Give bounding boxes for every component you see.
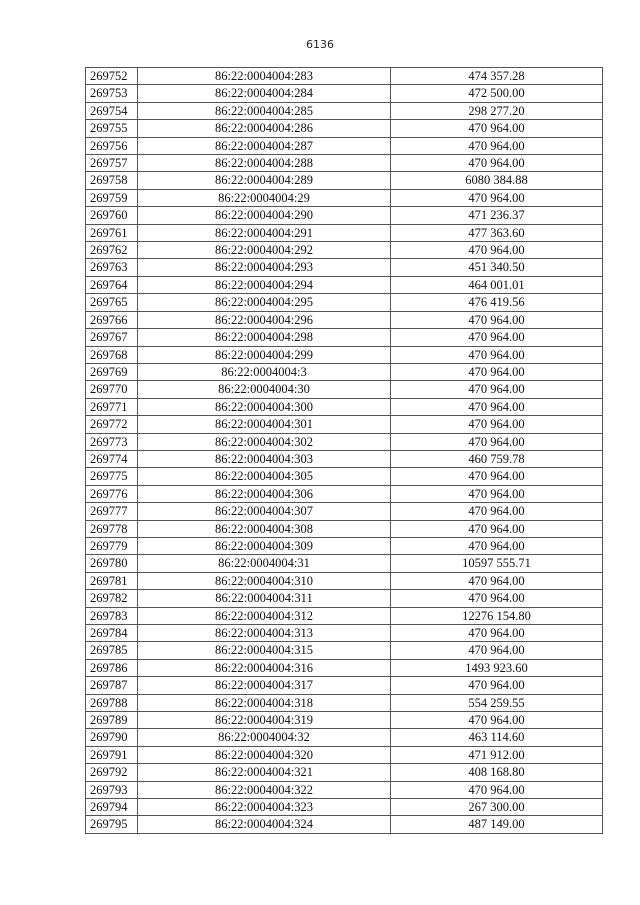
table-row — [86, 294, 603, 311]
table-row — [86, 659, 603, 676]
table-row — [86, 189, 603, 206]
cadastral-number-cell: 86:22:0004004:311 — [138, 590, 391, 607]
table-row — [86, 381, 603, 398]
table-row — [86, 677, 603, 694]
record-number-cell: 269775 — [86, 468, 138, 485]
cadastral-number-cell: 86:22:0004004:32 — [138, 729, 391, 746]
cadastral-number-cell: 86:22:0004004:321 — [138, 764, 391, 781]
record-number-cell: 269782 — [86, 590, 138, 607]
table-row — [86, 259, 603, 276]
record-number-cell: 269769 — [86, 363, 138, 380]
cadastral-number-cell: 86:22:0004004:296 — [138, 311, 391, 328]
table-row — [86, 625, 603, 642]
cadastral-value-cell: 460 759.78 — [391, 450, 603, 467]
cadastral-number-cell: 86:22:0004004:287 — [138, 137, 391, 154]
record-number-cell: 269789 — [86, 712, 138, 729]
table-row — [86, 120, 603, 137]
cadastral-value-cell: 470 964.00 — [391, 485, 603, 502]
record-number-cell: 269761 — [86, 224, 138, 241]
record-number-cell: 269781 — [86, 572, 138, 589]
cadastral-number-cell: 86:22:0004004:306 — [138, 485, 391, 502]
cadastral-value-cell: 12276 154.80 — [391, 607, 603, 624]
cadastral-value-cell: 470 964.00 — [391, 468, 603, 485]
record-number-cell: 269794 — [86, 799, 138, 816]
record-number-cell: 269767 — [86, 329, 138, 346]
table-row — [86, 764, 603, 781]
table-row — [86, 416, 603, 433]
cadastral-number-cell: 86:22:0004004:299 — [138, 346, 391, 363]
cadastral-number-cell: 86:22:0004004:323 — [138, 799, 391, 816]
record-number-cell: 269787 — [86, 677, 138, 694]
record-number-cell: 269766 — [86, 311, 138, 328]
cadastral-number-cell: 86:22:0004004:292 — [138, 242, 391, 259]
table-row — [86, 329, 603, 346]
record-number-cell: 269786 — [86, 659, 138, 676]
page-number: 6136 — [306, 38, 334, 51]
record-number-cell: 269758 — [86, 172, 138, 189]
table-row — [86, 503, 603, 520]
cadastral-value-cell: 471 236.37 — [391, 207, 603, 224]
record-number-cell: 269783 — [86, 607, 138, 624]
cadastral-value-cell: 408 168.80 — [391, 764, 603, 781]
cadastral-number-cell: 86:22:0004004:288 — [138, 155, 391, 172]
cadastral-number-cell: 86:22:0004004:291 — [138, 224, 391, 241]
cadastral-value-cell: 267 300.00 — [391, 799, 603, 816]
cadastral-value-cell: 470 964.00 — [391, 520, 603, 537]
record-number-cell: 269785 — [86, 642, 138, 659]
cadastral-number-cell: 86:22:0004004:317 — [138, 677, 391, 694]
cadastral-value-cell: 470 964.00 — [391, 120, 603, 137]
cadastral-number-cell: 86:22:0004004:322 — [138, 781, 391, 798]
record-number-cell: 269774 — [86, 450, 138, 467]
table-row — [86, 607, 603, 624]
cadastral-number-cell: 86:22:0004004:320 — [138, 746, 391, 763]
record-number-cell: 269784 — [86, 625, 138, 642]
record-number-cell: 269780 — [86, 555, 138, 572]
record-number-cell: 269754 — [86, 102, 138, 119]
cadastral-value-cell: 554 259.55 — [391, 694, 603, 711]
cadastral-value-cell: 470 964.00 — [391, 398, 603, 415]
cadastral-value-cell: 470 964.00 — [391, 346, 603, 363]
cadastral-number-cell: 86:22:0004004:312 — [138, 607, 391, 624]
cadastral-number-cell: 86:22:0004004:302 — [138, 433, 391, 450]
cadastral-value-cell: 470 964.00 — [391, 363, 603, 380]
table-row — [86, 102, 603, 119]
record-number-cell: 269755 — [86, 120, 138, 137]
record-number-cell: 269752 — [86, 68, 138, 85]
table-row — [86, 137, 603, 154]
cadastral-value-cell: 470 964.00 — [391, 677, 603, 694]
record-number-cell: 269765 — [86, 294, 138, 311]
cadastral-number-cell: 86:22:0004004:309 — [138, 537, 391, 554]
table-row — [86, 68, 603, 85]
cadastral-value-cell: 470 964.00 — [391, 433, 603, 450]
record-number-cell: 269791 — [86, 746, 138, 763]
record-number-cell: 269795 — [86, 816, 138, 833]
cadastral-number-cell: 86:22:0004004:316 — [138, 659, 391, 676]
cadastral-number-cell: 86:22:0004004:310 — [138, 572, 391, 589]
cadastral-value-cell: 470 964.00 — [391, 189, 603, 206]
cadastral-value-cell: 6080 384.88 — [391, 172, 603, 189]
record-number-cell: 269764 — [86, 276, 138, 293]
record-number-cell: 269793 — [86, 781, 138, 798]
cadastral-value-cell: 451 340.50 — [391, 259, 603, 276]
table-row — [86, 276, 603, 293]
cadastral-value-cell: 298 277.20 — [391, 102, 603, 119]
cadastral-number-cell: 86:22:0004004:283 — [138, 68, 391, 85]
cadastral-value-cell: 464 001.01 — [391, 276, 603, 293]
cadastral-number-cell: 86:22:0004004:289 — [138, 172, 391, 189]
cadastral-number-cell: 86:22:0004004:284 — [138, 85, 391, 102]
cadastral-value-cell: 487 149.00 — [391, 816, 603, 833]
record-number-cell: 269756 — [86, 137, 138, 154]
record-number-cell: 269757 — [86, 155, 138, 172]
table-row — [86, 242, 603, 259]
table-row — [86, 712, 603, 729]
record-number-cell: 269771 — [86, 398, 138, 415]
cadastral-number-cell: 86:22:0004004:307 — [138, 503, 391, 520]
cadastral-value-cell: 470 964.00 — [391, 137, 603, 154]
record-number-cell: 269790 — [86, 729, 138, 746]
cadastral-number-cell: 86:22:0004004:308 — [138, 520, 391, 537]
table-row — [86, 224, 603, 241]
cadastral-value-cell: 470 964.00 — [391, 242, 603, 259]
cadastral-value-cell: 471 912.00 — [391, 746, 603, 763]
record-number-cell: 269772 — [86, 416, 138, 433]
table-row — [86, 398, 603, 415]
table-row — [86, 642, 603, 659]
record-number-cell: 269768 — [86, 346, 138, 363]
cadastral-number-cell: 86:22:0004004:298 — [138, 329, 391, 346]
cadastral-value-cell: 470 964.00 — [391, 642, 603, 659]
cadastral-value-cell: 470 964.00 — [391, 155, 603, 172]
record-number-cell: 269760 — [86, 207, 138, 224]
cadastral-number-cell: 86:22:0004004:30 — [138, 381, 391, 398]
record-number-cell: 269770 — [86, 381, 138, 398]
record-number-cell: 269778 — [86, 520, 138, 537]
record-number-cell: 269773 — [86, 433, 138, 450]
record-number-cell: 269792 — [86, 764, 138, 781]
record-number-cell: 269763 — [86, 259, 138, 276]
table-row — [86, 572, 603, 589]
table-row — [86, 746, 603, 763]
cadastral-value-cell: 470 964.00 — [391, 590, 603, 607]
table-row — [86, 85, 603, 102]
cadastral-value-cell: 474 357.28 — [391, 68, 603, 85]
table-row — [86, 729, 603, 746]
cadastral-number-cell: 86:22:0004004:294 — [138, 276, 391, 293]
cadastral-number-cell: 86:22:0004004:285 — [138, 102, 391, 119]
table-row — [86, 363, 603, 380]
cadastral-value-cell: 472 500.00 — [391, 85, 603, 102]
cadastral-number-cell: 86:22:0004004:290 — [138, 207, 391, 224]
table-row — [86, 537, 603, 554]
cadastral-value-cell: 470 964.00 — [391, 311, 603, 328]
cadastral-value-table — [85, 67, 603, 834]
record-number-cell: 269777 — [86, 503, 138, 520]
table-row — [86, 590, 603, 607]
table-row — [86, 694, 603, 711]
table-row — [86, 520, 603, 537]
table-row — [86, 799, 603, 816]
cadastral-number-cell: 86:22:0004004:286 — [138, 120, 391, 137]
cadastral-number-cell: 86:22:0004004:293 — [138, 259, 391, 276]
cadastral-number-cell: 86:22:0004004:303 — [138, 450, 391, 467]
table-body — [86, 68, 603, 834]
table-row — [86, 485, 603, 502]
record-number-cell: 269788 — [86, 694, 138, 711]
cadastral-value-cell: 470 964.00 — [391, 781, 603, 798]
cadastral-value-cell: 10597 555.71 — [391, 555, 603, 572]
record-number-cell: 269753 — [86, 85, 138, 102]
table-row — [86, 781, 603, 798]
cadastral-value-cell: 470 964.00 — [391, 712, 603, 729]
table-row — [86, 433, 603, 450]
cadastral-value-cell: 470 964.00 — [391, 503, 603, 520]
table-row — [86, 555, 603, 572]
cadastral-number-cell: 86:22:0004004:300 — [138, 398, 391, 415]
cadastral-number-cell: 86:22:0004004:3 — [138, 363, 391, 380]
cadastral-number-cell: 86:22:0004004:318 — [138, 694, 391, 711]
cadastral-value-cell: 1493 923.60 — [391, 659, 603, 676]
record-number-cell: 269762 — [86, 242, 138, 259]
table-row — [86, 155, 603, 172]
cadastral-value-cell: 470 964.00 — [391, 572, 603, 589]
record-number-cell: 269779 — [86, 537, 138, 554]
cadastral-number-cell: 86:22:0004004:315 — [138, 642, 391, 659]
cadastral-value-cell: 477 363.60 — [391, 224, 603, 241]
table-row — [86, 172, 603, 189]
table-row — [86, 450, 603, 467]
table-row — [86, 468, 603, 485]
cadastral-value-cell: 470 964.00 — [391, 625, 603, 642]
cadastral-number-cell: 86:22:0004004:324 — [138, 816, 391, 833]
table-row — [86, 311, 603, 328]
cadastral-number-cell: 86:22:0004004:305 — [138, 468, 391, 485]
cadastral-number-cell: 86:22:0004004:31 — [138, 555, 391, 572]
cadastral-number-cell: 86:22:0004004:301 — [138, 416, 391, 433]
table-row — [86, 346, 603, 363]
record-number-cell: 269776 — [86, 485, 138, 502]
table-row — [86, 816, 603, 833]
cadastral-number-cell: 86:22:0004004:295 — [138, 294, 391, 311]
record-number-cell: 269759 — [86, 189, 138, 206]
cadastral-value-cell: 470 964.00 — [391, 416, 603, 433]
cadastral-value-cell: 470 964.00 — [391, 329, 603, 346]
table-row — [86, 207, 603, 224]
cadastral-value-cell: 470 964.00 — [391, 537, 603, 554]
cadastral-number-cell: 86:22:0004004:313 — [138, 625, 391, 642]
cadastral-value-cell: 476 419.56 — [391, 294, 603, 311]
cadastral-number-cell: 86:22:0004004:319 — [138, 712, 391, 729]
cadastral-value-cell: 470 964.00 — [391, 381, 603, 398]
cadastral-number-cell: 86:22:0004004:29 — [138, 189, 391, 206]
cadastral-value-cell: 463 114.60 — [391, 729, 603, 746]
